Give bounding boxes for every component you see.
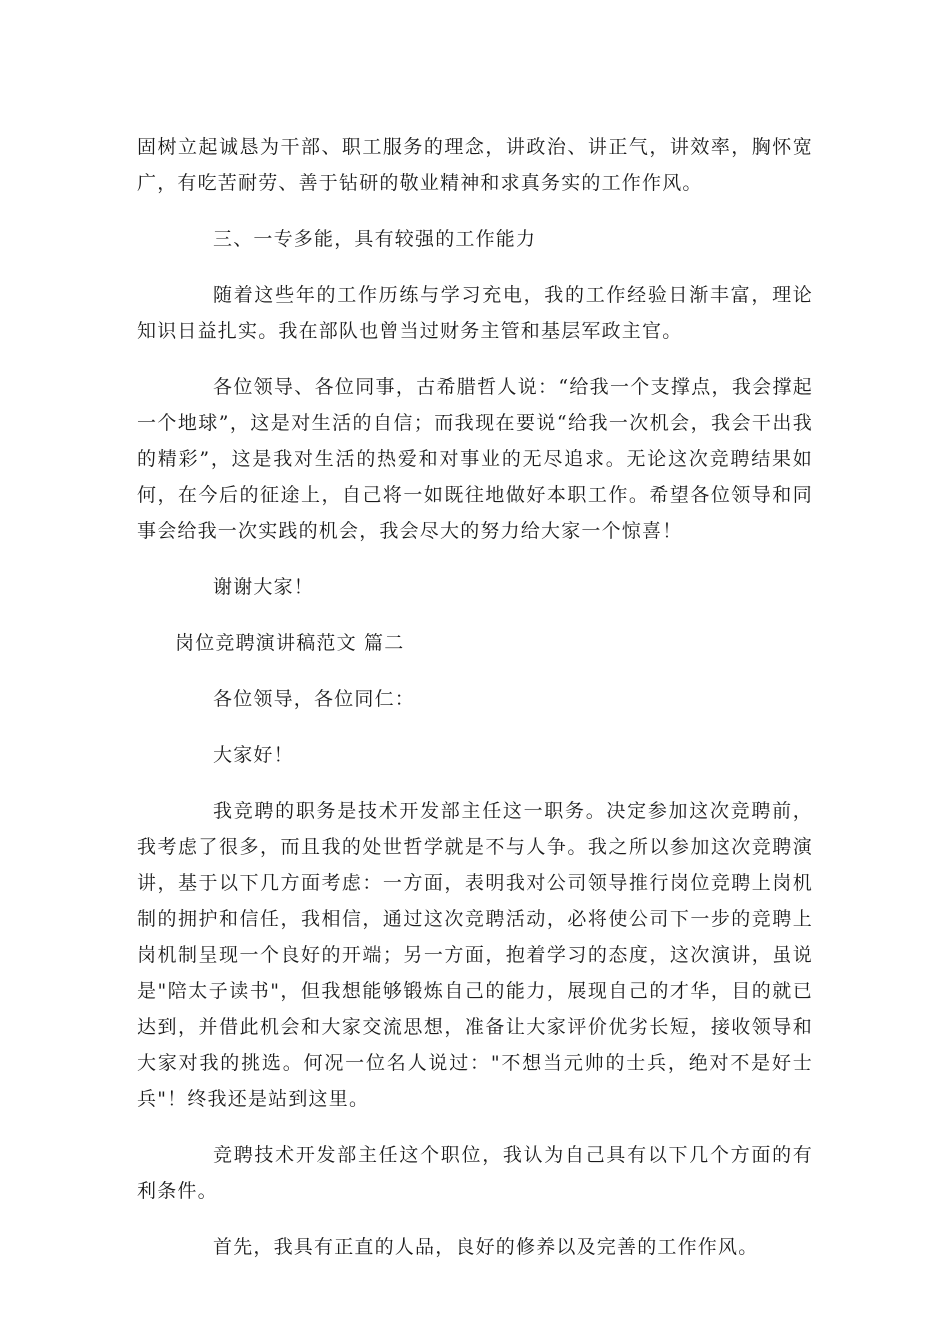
document-body: [137, 129, 813, 1285]
paragraph-greeting: 大家好！: [213, 744, 294, 766]
paragraph-first-condition: 首先，我具有正直的人品，良好的修养以及完善的工作作风。: [213, 1236, 759, 1258]
paragraph-intro: 我竞聘的职务是技术开发部主任这一职务。决定参加这次竞聘前，我考虑了很多，而且我的处世哲学就是不与人争。我之所以参加这次竞聘演讲，基于以下几方面考虑：一方面，表明我对公司领导推行岗位竞聘上岗机制的拥护和信任，我相信，通过这次竞聘活动，必将使公司下一步的竞聘上岗机制呈现一个良好的开端；另一方面，抱着学习的态度，这次演讲，虽说是"陪太子读书"，但我想能够锻炼自己的能力，展现自己的才华，目的就已达到，并借此机会和大家交流思想，准备让大家评价优劣长短，接收领导和大家对我的挑选。何况一位名人说过："不想当元帅的士兵，绝对不是好士兵"！终我还是站到这里。: [137, 800, 813, 1110]
paragraph-closing: 各位领导、各位同事，古希腊哲人说：“给我一个支撑点，我会撑起一个地球”，这是对生活的自信；而我现在要说“给我一次机会，我会干出我的精彩”，这是我对生活的热爱和对事业的无尽追求。无论这次竞聘结果如何，在今后的征途上，自己将一如既往地做好本职工作。希望各位领导和同事会给我一次实践的机会，我会尽大的努力给大家一个惊喜！: [137, 376, 813, 542]
paragraph-experience: 随着这些年的工作历练与学习充电，我的工作经验日渐丰富，理论知识日益扎实。我在部队也曾当过财务主管和基层军政主官。: [137, 284, 813, 342]
article-title-part2: 岗位竞聘演讲稿范文 篇二: [175, 632, 405, 654]
paragraph-salutation: 各位领导，各位同仁：: [213, 688, 416, 710]
paragraph-continuation: 固树立起诚恳为干部、职工服务的理念，讲政治、讲正气，讲效率，胸怀宽广，有吃苦耐劳、善于钻研的敬业精神和求真务实的工作作风。: [137, 136, 813, 194]
section-heading-3: 三、一专多能，具有较强的工作能力: [213, 228, 537, 250]
paragraph-conditions: 竞聘技术开发部主任这个职位，我认为自己具有以下几个方面的有利条件。: [137, 1144, 813, 1202]
paragraph-thanks: 谢谢大家！: [213, 576, 315, 598]
